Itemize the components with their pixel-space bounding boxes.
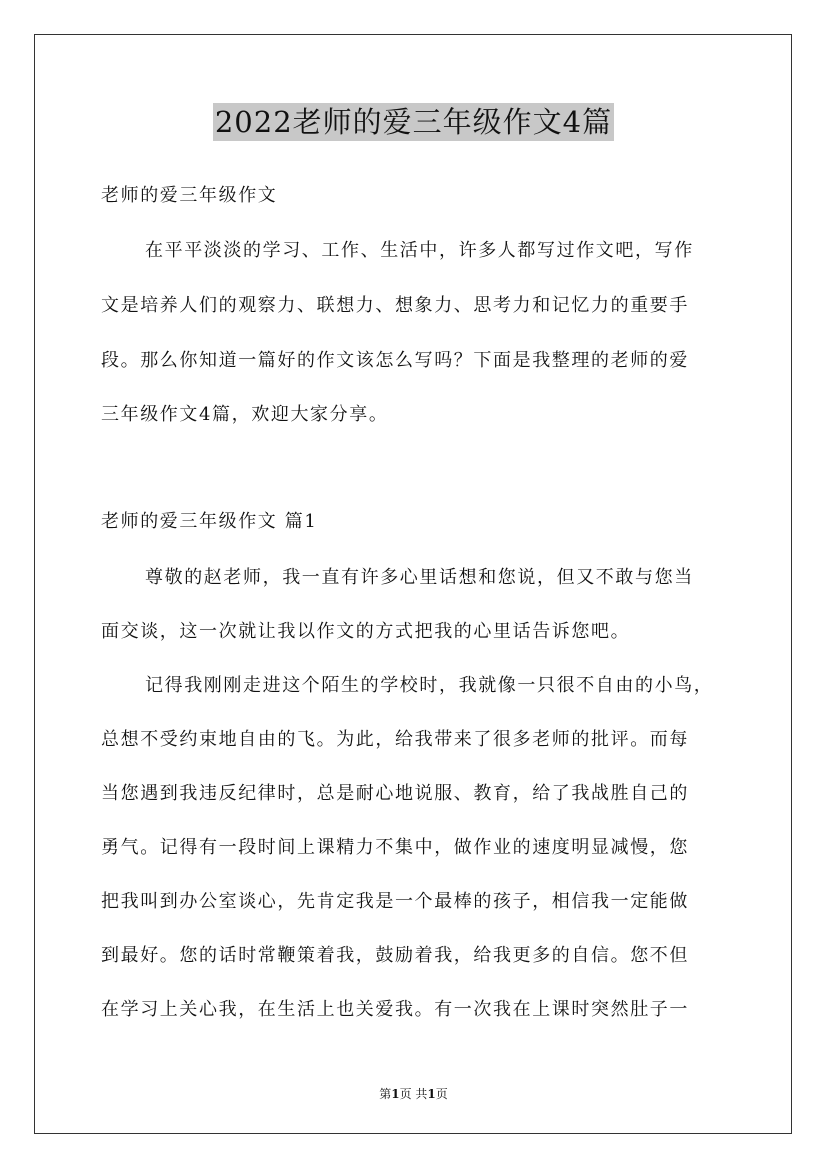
footer-text: 页 共 xyxy=(399,1087,428,1101)
paragraph-line: 尊敬的赵老师，我一直有许多心里话想和您说，但又不敢与您当 xyxy=(145,567,694,588)
section-heading: 老师的爱三年级作文 xyxy=(101,185,278,206)
paragraph-line: 在学习上关心我，在生活上也关爱我。有一次我在上课时突然肚子一 xyxy=(101,999,689,1020)
paragraph-line: 在平平淡淡的学习、工作、生活中，许多人都写过作文吧，写作 xyxy=(145,240,694,261)
paragraph-line: 勇气。记得有一段时间上课精力不集中，做作业的速度明显减慢，您 xyxy=(101,837,689,858)
paragraph-line: 把我叫到办公室谈心，先肯定我是一个最棒的孩子，相信我一定能做 xyxy=(101,891,689,912)
paragraph-line: 段。那么你知道一篇好的作文该怎么写吗？下面是我整理的老师的爱 xyxy=(101,350,689,371)
page-number: 1 xyxy=(391,1087,400,1101)
page-footer xyxy=(0,1085,827,1102)
section-heading: 老师的爱三年级作文 篇1 xyxy=(101,511,318,532)
paragraph-line: 文是培养人们的观察力、联想力、想象力、思考力和记忆力的重要手 xyxy=(101,295,689,316)
page-total: 1 xyxy=(427,1087,436,1101)
document-title-text: 2022老师的爱三年级作文4篇 xyxy=(214,105,613,139)
footer-text: 页 xyxy=(435,1087,448,1101)
document-title xyxy=(0,100,827,141)
paragraph-line: 当您遇到我违反纪律时，总是耐心地说服、教育，给了我战胜自己的 xyxy=(101,783,689,804)
footer-text: 第 xyxy=(379,1087,392,1101)
paragraph-line: 总想不受约束地自由的飞。为此，给我带来了很多老师的批评。而每 xyxy=(101,729,689,750)
paragraph-line: 三年级作文4篇，欢迎大家分享。 xyxy=(101,404,389,425)
paragraph-line: 面交谈，这一次就让我以作文的方式把我的心里话告诉您吧。 xyxy=(101,621,631,642)
paragraph-line: 记得我刚刚走进这个陌生的学校时，我就像一只很不自由的小鸟， xyxy=(145,675,714,696)
paragraph-line: 到最好。您的话时常鞭策着我，鼓励着我，给我更多的自信。您不但 xyxy=(101,945,689,966)
